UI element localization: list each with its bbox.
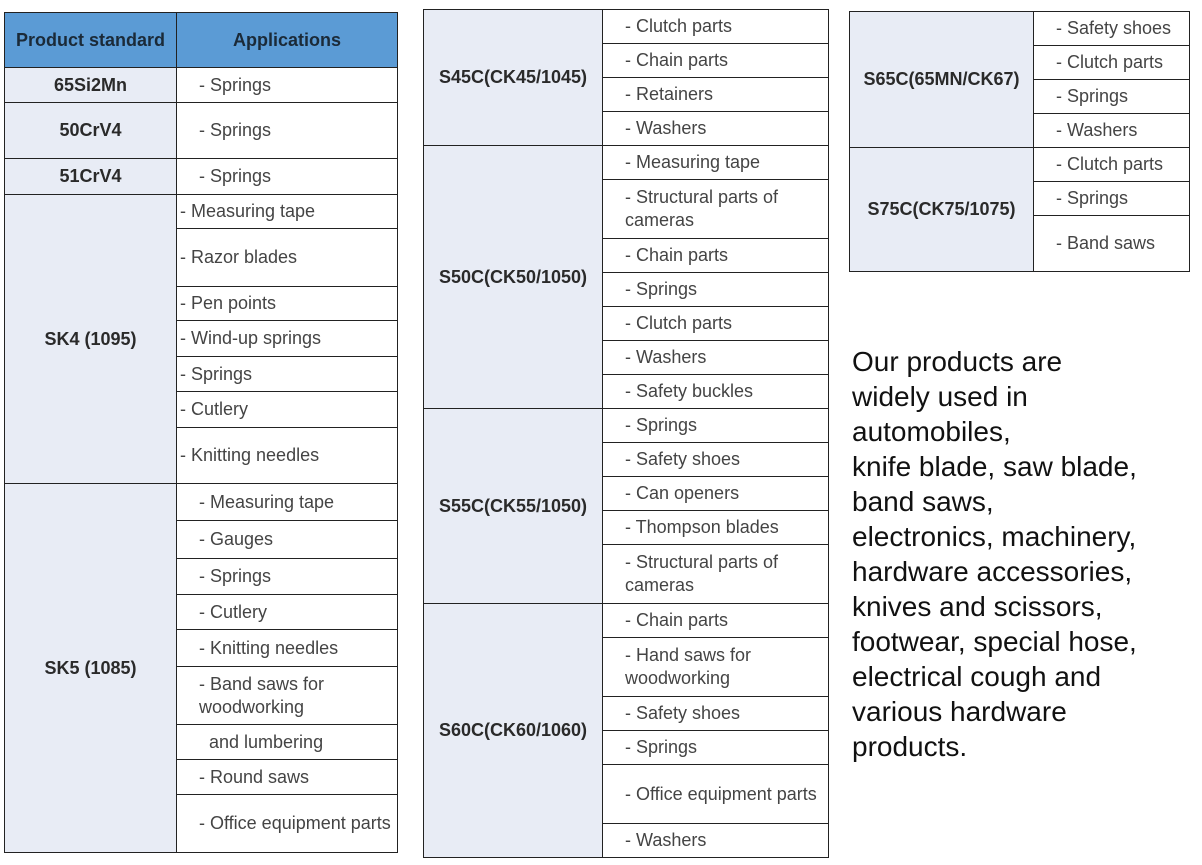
application-cell: - Clutch parts xyxy=(603,307,829,341)
application-cell: - Springs xyxy=(603,731,829,765)
standard-sk5: SK5 (1085) xyxy=(5,484,177,853)
application-cell: - Round saws xyxy=(177,760,398,795)
application-cell: - Springs xyxy=(177,103,398,159)
application-cell: - Springs xyxy=(603,409,829,443)
description-line: hardware accessories, xyxy=(852,556,1133,587)
product-table-1 xyxy=(4,12,398,853)
description-line: various hardware xyxy=(852,696,1067,727)
application-cell: - Safety shoes xyxy=(603,697,829,731)
application-cell: - Pen points xyxy=(177,287,398,321)
application-cell: - Knitting needles xyxy=(177,428,398,484)
application-cell: - Band saws xyxy=(1034,216,1190,272)
description-line: footwear, special hose, xyxy=(852,626,1137,657)
application-cell: - Structural parts of cameras xyxy=(603,545,829,604)
application-cell: - Measuring tape xyxy=(177,484,398,521)
application-cell: - Chain parts xyxy=(603,239,829,273)
application-cell: - Springs xyxy=(1034,182,1190,216)
application-cell: - Measuring tape xyxy=(177,195,398,229)
application-cell: - Hand saws for woodworking xyxy=(603,638,829,697)
application-cell: - Springs xyxy=(603,273,829,307)
application-cell: - Structural parts of cameras xyxy=(603,180,829,239)
description-line: automobiles, xyxy=(852,416,1011,447)
description-line: band saws, xyxy=(852,486,994,517)
application-cell: - Measuring tape xyxy=(603,146,829,180)
application-cell: - Safety shoes xyxy=(603,443,829,477)
application-cell: - Washers xyxy=(603,341,829,375)
application-cell: - Cutlery xyxy=(177,392,398,428)
standard-sk4: SK4 (1095) xyxy=(5,195,177,484)
application-cell: - Thompson blades xyxy=(603,511,829,545)
application-cell: - Washers xyxy=(1034,114,1190,148)
application-cell: - Knitting needles xyxy=(177,630,398,667)
header-applications: Applications xyxy=(177,13,398,68)
description-line: products. xyxy=(852,731,968,762)
description-line: Our products are xyxy=(852,346,1063,377)
standard-s50c: S50C(CK50/1050) xyxy=(424,146,603,409)
application-cell: - Wind-up springs xyxy=(177,321,398,357)
standard-s75c: S75C(CK75/1075) xyxy=(850,148,1034,272)
application-cell: - Chain parts xyxy=(603,604,829,638)
application-cell: - Clutch parts xyxy=(603,10,829,44)
product-description xyxy=(852,344,1182,764)
product-table-2 xyxy=(423,9,829,858)
standard-s60c: S60C(CK60/1060) xyxy=(424,604,603,858)
standard-65si2mn: 65Si2Mn xyxy=(5,68,177,103)
application-cell: - Chain parts xyxy=(603,44,829,78)
application-cell: - Cutlery xyxy=(177,595,398,630)
application-cell: - Office equipment parts xyxy=(603,765,829,824)
standard-51crv4: 51CrV4 xyxy=(5,159,177,195)
application-cell: - Washers xyxy=(603,824,829,858)
standard-s45c: S45C(CK45/1045) xyxy=(424,10,603,146)
application-cell: - Gauges xyxy=(177,521,398,559)
application-cell: and lumbering xyxy=(177,725,398,760)
application-cell: - Can openers xyxy=(603,477,829,511)
table-header-row xyxy=(5,13,398,68)
standard-s65c: S65C(65MN/CK67) xyxy=(850,12,1034,148)
application-cell: - Washers xyxy=(603,112,829,146)
application-cell: - Springs xyxy=(1034,80,1190,114)
description-line: widely used in xyxy=(852,381,1028,412)
application-cell: - Safety buckles xyxy=(603,375,829,409)
application-cell: - Razor blades xyxy=(177,229,398,287)
description-line: knife blade, saw blade, xyxy=(852,451,1137,482)
application-cell: - Office equipment parts xyxy=(177,795,398,853)
application-cell: - Safety shoes xyxy=(1034,12,1190,46)
description-line: electronics, machinery, xyxy=(852,521,1137,552)
application-cell: - Springs xyxy=(177,68,398,103)
standard-50crv4: 50CrV4 xyxy=(5,103,177,159)
application-cell: - Band saws for woodworking xyxy=(177,667,398,725)
description-line: knives and scissors, xyxy=(852,591,1103,622)
header-product-standard: Product standard xyxy=(5,13,177,68)
application-cell: - Springs xyxy=(177,357,398,392)
product-table-3 xyxy=(849,11,1190,272)
standard-s55c: S55C(CK55/1050) xyxy=(424,409,603,604)
application-cell: - Springs xyxy=(177,159,398,195)
description-line: electrical cough and xyxy=(852,661,1102,692)
application-cell: - Clutch parts xyxy=(1034,148,1190,182)
application-cell: - Retainers xyxy=(603,78,829,112)
application-cell: - Clutch parts xyxy=(1034,46,1190,80)
application-cell: - Springs xyxy=(177,559,398,595)
